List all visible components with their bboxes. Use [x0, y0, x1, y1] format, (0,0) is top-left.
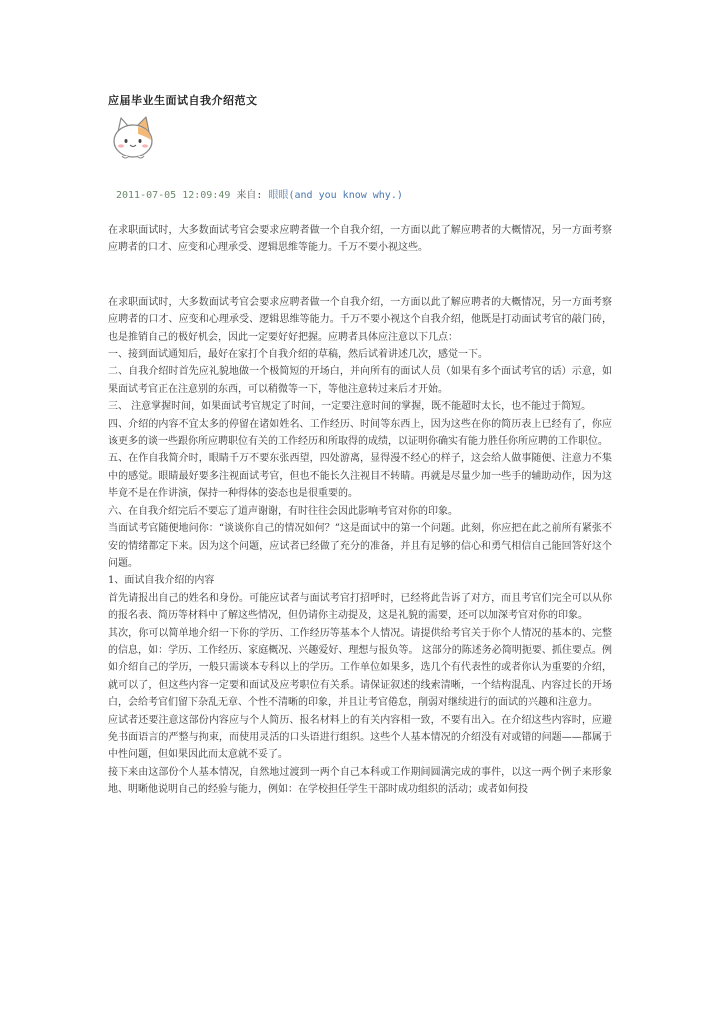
from-label: 来自: — [236, 190, 263, 201]
paragraph: 其次，你可以简单地介绍一下你的学历、工作经历等基本个人情况。请提供给考官关于你个人情况的基本的、完整的信息，如：学历、工作经历、家庭概况、兴趣爱好、理想与报负等。 这部分的陈述务必简明扼要、抓住要点。例如介绍自己的学历，一般只需谈本专科以上的学历。工作单位如果多，选几个有代表性的或者你认为重要的介绍，就可以了，但这些内容一定要和面试及应考职位有关系。请保证叙述的线索清晰，一个结构混乱、内容过长的开场白，会给考官们留下杂乱无章、个性不清晰的印象，并且让考官倦怠，削弱对继续进行的面试的兴趣和注意力。 — [108, 627, 612, 709]
paragraph: 接下来由这部份个人基本情况，自然地过渡到一两个自己本科或工作期间圆满完成的事件，以这一两个例子来形象地、明晰他说明自己的经验与能力，例如：在学校担任学生干部时成功组织的活动；或者如何投 — [108, 766, 612, 796]
summary-paragraph: 在求职面试时，大多数面试考官会要求应聘者做一个自我介绍，一方面以此了解应聘者的大概情况，另一方面考察应聘者的口才、应变和心理承受、逻辑思维等能力。千万不要小视这些。 — [108, 225, 612, 254]
post-meta — [116, 186, 403, 201]
paragraph: 一、接到面试通知后，最好在家打个自我介绍的草稿，然后试着讲述几次，感觉一下。 — [108, 349, 488, 361]
paragraph: 四、介绍的内容不宜太多的停留在诸如姓名、工作经历、时间等东西上，因为这些在你的简历表上已经有了，你应该更多的谈一些跟你所应聘职位有关的工作经历和所取得的成绩，以证明你确实有能力胜任你所应聘的工作职位。 — [108, 418, 612, 448]
paragraph: 五、在作自我简介时，眼睛千万不要东张西望，四处游离，显得漫不经心的样子，这会给人做事随便、注意力不集中的感觉。眼睛最好要多注视面试考官，但也不能长久注视目不转睛。再就是尽量少加一些手的辅助动作，因为这毕竟不是在作讲演，保持一种得体的姿态也是很重要的。 — [108, 453, 612, 500]
cat-avatar-icon — [108, 112, 158, 162]
paragraph: 首先请报出自己的姓名和身份。可能应试者与面试考官打招呼时，已经将此告诉了对方，而且考官们完全可以从你的报名表、简历等材料中了解这些情况，但仍请你主动提及，这是礼貌的需要，还可以加深考官对你的印象。 — [108, 592, 612, 622]
paragraph: 六、在自我介绍完后不要忘了道声谢谢，有时往往会因此影响考官对你的印象。 — [108, 505, 458, 517]
section-heading: 1、面试自我介绍的内容 — [108, 575, 215, 587]
post-date: 2011-07-05 12:09:49 — [116, 190, 231, 201]
article-body — [108, 222, 612, 799]
paragraph: 当面试考官随便地问你：“谈谈你自己的情况如何？”这是面试中的第一个问题。此刻，你应把在此之前所有紧张不安的情绪都定下来。因为这个问题，应试者已经做了充分的准备，并且有足够的信心和勇气相信自己能回答好这个问题。 — [108, 523, 612, 569]
paragraph: 应试者还要注意这部份内容应与个人简历、报名材料上的有关内容相一致，不要有出入。在介绍这些内容时，应避免书面语言的严整与拘束，而使用灵活的口头语进行组织。这些个人基本情况的介绍没有对或错的问题——都属于中性问题，但如果因此而太意就不妥了。 — [108, 714, 612, 761]
paragraph: 二、自我介绍时首先应礼貌地做一个极简短的开场白，并向所有的面试人员（如果有多个面试考官的话）示意，如果面试考官正在注意别的东西，可以稍微等一下，等他注意转过来后才开始。 — [108, 366, 612, 395]
paragraph: 在求职面试时，大多数面试考官会要求应聘者做一个自我介绍，一方面以此了解应聘者的大概情况，另一方面考察应聘者的口才、应变和心理承受、逻辑思维等能力。千万不要小视这个自我介绍，他既是打动面试考官的敲门砖，也是推销自己的极好机会，因此一定要好好把握。应聘者具体应注意以下几点： — [108, 296, 612, 343]
author-link[interactable]: 眼眼(and you know why.) — [268, 190, 403, 201]
paragraph: 三、 注意掌握时间，如果面试考官规定了时间，一定要注意时间的掌握，既不能超时太长，也不能过于简短。 — [108, 401, 592, 413]
page-title: 应届毕业生面试自我介绍范文 — [108, 94, 258, 107]
